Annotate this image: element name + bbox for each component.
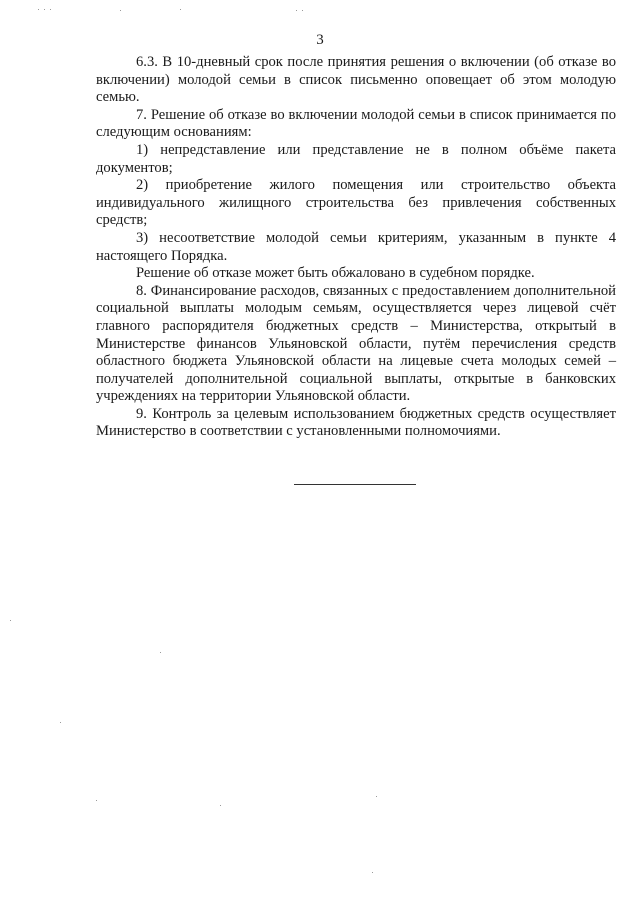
paragraph-7-item-2: 2) приобретение жилого помещения или строительство объекта индивидуального жилищного строительства без привлечения собственных средств; bbox=[96, 177, 616, 229]
scan-speck bbox=[296, 10, 297, 11]
scan-speck bbox=[372, 872, 373, 873]
paragraph-7: 7. Решение об отказе во включении молодой семьи в список принимается по следующим основаниям: bbox=[96, 106, 616, 141]
scan-speck bbox=[10, 620, 11, 621]
paragraph-6-3: 6.3. В 10-дневный срок после принятия решения о включении (об отказе во включении) молодой семьи в список письменно оповещает об этом молодую семью. bbox=[96, 54, 616, 106]
closing-divider bbox=[294, 484, 416, 485]
paragraph-8: 8. Финансирование расходов, связанных с предоставлением дополнительной социальной выплаты молодым семьям, осуществляется через лицевой счёт главного распорядителя бюджетных средств – Министерства, открытый в Министерстве финансов Ульяновской области, путём перечисления средств областного бюджета Ульяновской области на лицевые счета молодых семей – получателей дополнительной социальной выплаты, открытые в банковских учреждениях на территории Ульяновской области. bbox=[96, 282, 616, 405]
scan-speck bbox=[302, 10, 303, 11]
scan-speck bbox=[44, 9, 45, 10]
paragraph-appeal: Решение об отказе может быть обжаловано в судебном порядке. bbox=[136, 265, 535, 282]
scan-speck bbox=[60, 722, 61, 723]
scan-speck bbox=[96, 800, 97, 801]
paragraph-7-item-3: 3) несоответствие молодой семьи критериям, указанным в пункте 4 настоящего Порядка. bbox=[96, 229, 616, 264]
page-number: 3 bbox=[316, 32, 324, 48]
paragraph-9: 9. Контроль за целевым использованием бюджетных средств осуществляет Министерство в соответствии с установленными полномочиями. bbox=[96, 405, 616, 440]
document-body bbox=[96, 54, 616, 441]
scan-speck bbox=[50, 9, 51, 10]
scan-speck bbox=[220, 805, 221, 806]
scan-speck bbox=[160, 652, 161, 653]
scan-speck bbox=[120, 10, 121, 11]
paragraph-7-item-1: 1) непредставление или представление не в полном объёме пакета документов; bbox=[96, 141, 616, 176]
scan-speck bbox=[38, 9, 39, 10]
scan-speck bbox=[376, 796, 377, 797]
scan-speck bbox=[180, 9, 181, 10]
